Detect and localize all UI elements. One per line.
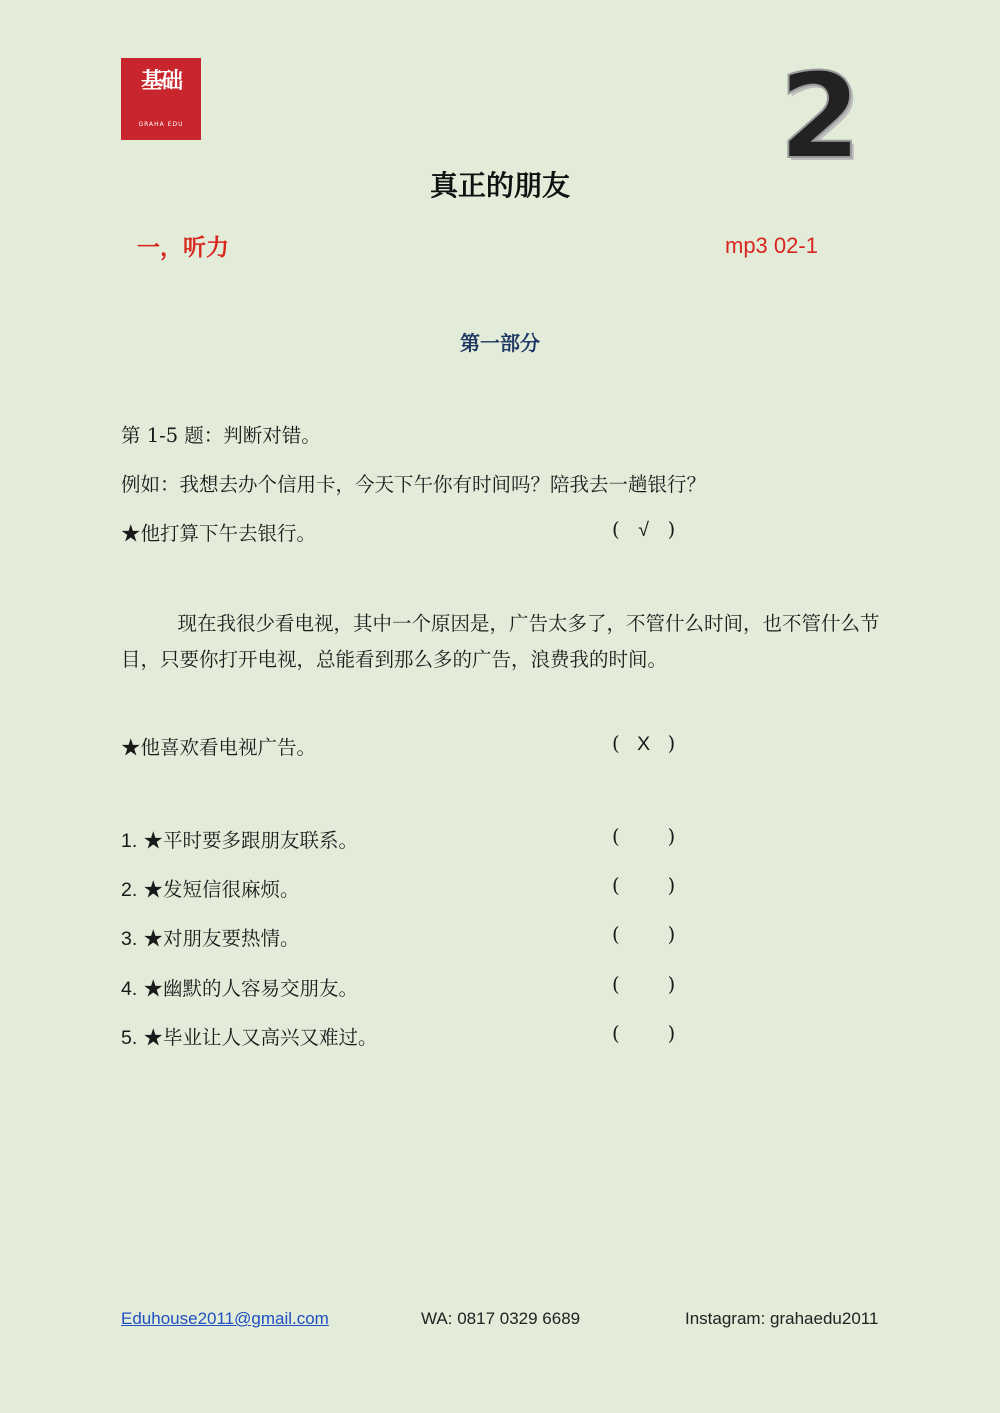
audio-reference: mp3 02-1	[725, 233, 818, 258]
paren-close: )	[667, 923, 676, 946]
paren-open: (	[612, 973, 620, 996]
passage-statement: ★他喜欢看电视广告。	[121, 736, 317, 759]
question-statement: ★幽默的人容易交朋友。	[143, 977, 358, 1000]
question-1	[121, 825, 358, 853]
logo	[121, 58, 201, 140]
example-answer-box	[612, 518, 692, 542]
paren-open: (	[612, 923, 620, 946]
footer-email-link[interactable]: Eduhouse2011@gmail.com	[121, 1309, 329, 1328]
question-statement: ★对朋友要热情。	[143, 927, 300, 950]
answer-box-2[interactable]	[612, 874, 692, 897]
section-heading: 一，听力	[137, 234, 229, 261]
question-statement: ★发短信很麻烦。	[143, 878, 300, 901]
paren-open: (	[612, 732, 620, 755]
question-4	[121, 973, 358, 1001]
logo-text: GRAHA EDU	[138, 121, 184, 128]
footer-instagram: Instagram: grahaedu2011	[685, 1309, 879, 1328]
answer-box-5[interactable]	[612, 1022, 692, 1045]
answer-box-3[interactable]	[612, 923, 692, 946]
part-heading: 第一部分	[460, 331, 540, 355]
question-3	[121, 923, 299, 951]
footer-whatsapp: WA: 0817 0329 6689	[421, 1309, 581, 1328]
question-number: 3.	[121, 928, 138, 950]
passage-answer: X	[637, 733, 651, 755]
paren-open: (	[612, 874, 620, 897]
question-number: 1.	[121, 830, 138, 852]
question-statement: ★毕业让人又高兴又难过。	[143, 1026, 378, 1049]
question-2	[121, 874, 299, 902]
question-number: 4.	[121, 978, 138, 1000]
answer-box-4[interactable]	[612, 973, 692, 996]
example-text: 例如：我想去办个信用卡，今天下午你有时间吗？陪我去一趟银行？	[121, 473, 707, 496]
paren-close: )	[667, 518, 676, 541]
paren-open: (	[612, 825, 620, 848]
question-statement: ★平时要多跟朋友联系。	[143, 829, 358, 852]
passage-answer-box	[612, 732, 692, 756]
paren-close: )	[667, 732, 676, 755]
paren-open: (	[612, 1022, 620, 1045]
example-statement: ★他打算下午去银行。	[121, 522, 317, 545]
task-instruction: 第 1-5 题：判断对错。	[121, 424, 321, 447]
question-number: 5.	[121, 1027, 138, 1049]
paren-close: )	[667, 973, 676, 996]
question-5	[121, 1022, 377, 1050]
unit-number: 2	[778, 47, 862, 185]
paren-close: )	[667, 825, 676, 848]
passage-text: 现在我很少看电视，其中一个原因是，广告太多了，不管什么时间，也不管什么节目，只要你打开电视，总能看到那么多的广告，浪费我的时间。	[121, 612, 880, 671]
logo-mark: 基础	[140, 68, 181, 94]
answer-box-1[interactable]	[612, 825, 692, 848]
paren-open: (	[612, 518, 620, 541]
paren-close: )	[667, 874, 676, 897]
question-number: 2.	[121, 879, 138, 901]
paren-close: )	[667, 1022, 676, 1045]
example-answer: √	[638, 519, 649, 541]
page-title: 真正的朋友	[429, 169, 570, 202]
